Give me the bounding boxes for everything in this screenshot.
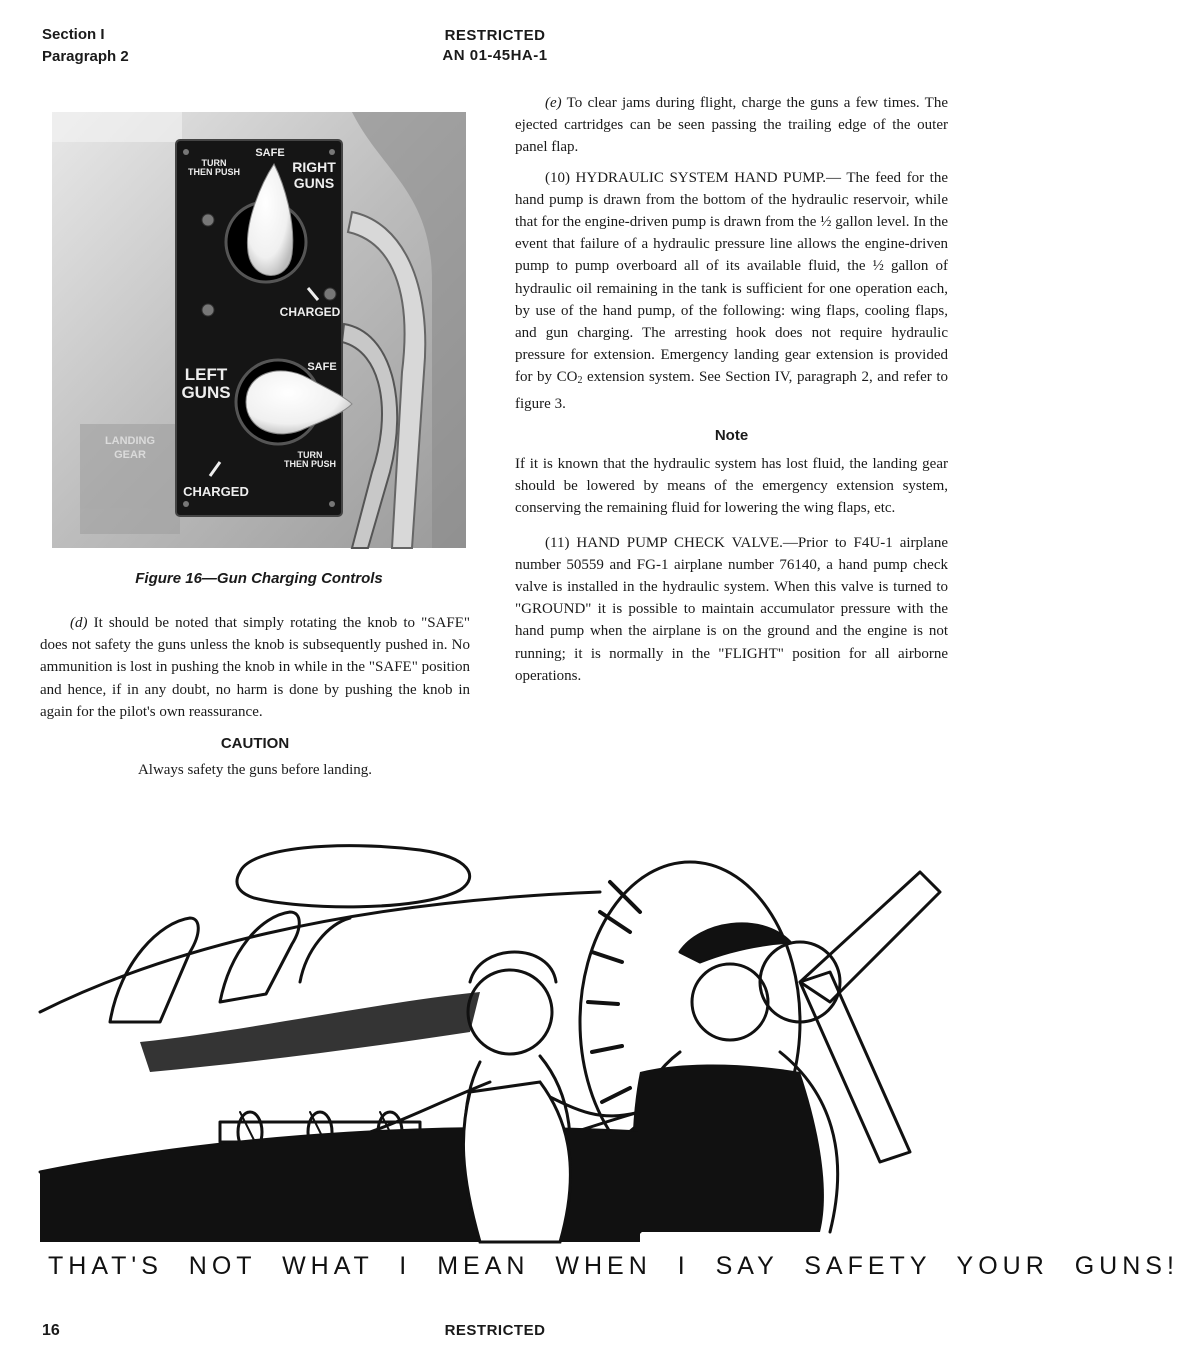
caution-text: Always safety the guns before landing. bbox=[137, 762, 373, 779]
left-column bbox=[40, 612, 470, 781]
gun-charging-controls-figure bbox=[52, 112, 466, 548]
page-header-center bbox=[380, 26, 610, 66]
note-text: If it is known that the hydraulic system has lost fluid, the landing gear should be lowered by means of the emergency extension system, conserving the remaining fluid for lowering the wing flaps, etc. bbox=[515, 456, 948, 517]
caution-title: CAUTION bbox=[220, 735, 290, 753]
right-column bbox=[515, 92, 948, 687]
charged-label-bottom: CHARGED bbox=[183, 484, 249, 499]
section-label: Section I bbox=[42, 26, 105, 43]
paragraph-10 bbox=[515, 167, 948, 415]
paragraph-d bbox=[40, 612, 470, 723]
paragraph-label: Paragraph 2 bbox=[42, 48, 129, 65]
paragraph-d-text: It should be noted that simply rotating the knob to "SAFE" does not safety the guns unless the knob is subsequently pushed in. No ammunition is lost in pushing the knob in while in the "SAFE" position and hence, if in any doubt, no harm is done by pushing the knob in again for the pilot's own reassurance. bbox=[40, 615, 471, 720]
restricted-label-top: RESTRICTED bbox=[444, 27, 546, 44]
paragraph-e bbox=[515, 92, 948, 159]
cartoon-caption: THAT'S NOT WHAT I MEAN WHEN I SAY SAFETY YOUR GUNS! bbox=[48, 1252, 1179, 1280]
charged-label-top: CHARGED bbox=[279, 305, 341, 319]
turn-then-push-top-2: THEN PUSH bbox=[187, 167, 241, 177]
turn-then-push-bottom-2: THEN PUSH bbox=[283, 459, 337, 469]
safety-guns-cartoon bbox=[40, 832, 940, 1242]
figure-caption: Figure 16—Gun Charging Controls bbox=[135, 570, 383, 587]
right-guns-label-2: GUNS bbox=[293, 175, 335, 191]
co2-subscript: 2 bbox=[577, 375, 583, 387]
turn-then-push-bottom-1: TURN bbox=[297, 450, 323, 460]
safe-label-bottom: SAFE bbox=[307, 361, 337, 373]
paragraph-11-heading: (11) HAND PUMP CHECK VALVE.— bbox=[545, 534, 798, 551]
landing-gear-label-1: LANDING bbox=[104, 435, 156, 447]
page-number: 16 bbox=[42, 1322, 60, 1339]
page-header-left bbox=[42, 24, 129, 68]
paragraph-e-text: To clear jams during flight, charge the guns a few times. The ejected cartridges can be seen passing the trailing edge of the outer panel flap. bbox=[515, 95, 948, 156]
paragraph-10-heading: (10) HYDRAULIC SYSTEM HAND PUMP.— bbox=[545, 169, 842, 186]
paragraph-e-label: (e) bbox=[545, 95, 562, 111]
paragraph-11 bbox=[515, 532, 948, 687]
left-guns-label-1: LEFT bbox=[184, 365, 228, 384]
right-guns-label-1: RIGHT bbox=[292, 159, 336, 175]
safe-label-top: SAFE bbox=[255, 147, 285, 159]
left-guns-label-2: GUNS bbox=[181, 383, 231, 402]
paragraph-11-text: Prior to F4U-1 airplane number 50559 and FG-1 airplane number 76140, a hand pump check valve is installed in the hydraulic system. When this valve is turned to "GROUND" it is possible to maintain accumulator pressure with the hand pump when the airplane is on the ground and the engine is not running; it is normally in the "FLIGHT" position for all airborne operations. bbox=[515, 534, 949, 684]
paragraph-10-text-a: The feed for the hand pump is drawn from the bottom of the hydraulic reservoir, while that for the engine-driven pump is drawn from the ½ gallon level. In the event that failure of a hydraulic pressure line allows the engine-driven pump to pump overboard all of its available fluid, the ½ gallon of hydraulic oil remaining in the tank is sufficient for one operation each, by use of the hand pump, of the following: wing flaps, cooling flaps, and gun charging. The arresting hook does not require hydraulic pressure for extension. Emergency landing gear extension is provided for by CO bbox=[515, 169, 948, 386]
turn-then-push-top-1: TURN bbox=[201, 158, 227, 168]
paragraph-10-text-b: extension system. See Section IV, paragraph 2, and refer to figure 3. bbox=[515, 369, 948, 412]
note-title: Note bbox=[714, 426, 749, 444]
landing-gear-label-2: GEAR bbox=[114, 449, 146, 461]
document-number: AN 01-45HA-1 bbox=[442, 47, 548, 64]
restricted-label-bottom: RESTRICTED bbox=[444, 1322, 546, 1339]
paragraph-d-label: (d) bbox=[70, 615, 88, 631]
